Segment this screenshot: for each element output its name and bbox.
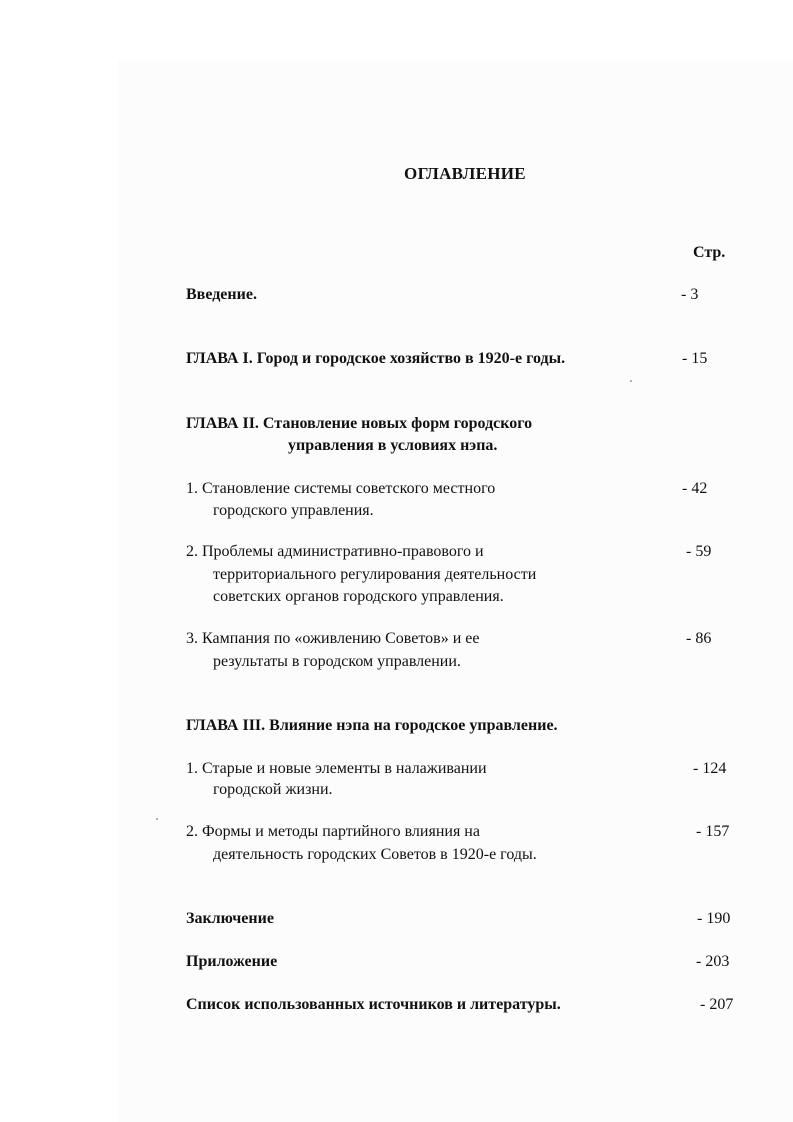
toc-appendix-page: - 203 — [696, 953, 730, 970]
toc-conclusion-page: - 190 — [697, 910, 731, 927]
scan-speck — [156, 818, 158, 820]
toc-intro-page: - 3 — [681, 286, 699, 303]
toc-ch3-sec2-line2: деятельность городских Советов в 1920-е годы. — [213, 846, 537, 863]
toc-ch2-sec1-page: - 42 — [682, 480, 708, 497]
toc-appendix-label: Приложение — [186, 953, 278, 970]
toc-intro-label: Введение. — [186, 286, 257, 303]
toc-ch2-sec2-page: - 59 — [686, 543, 712, 560]
page-column-label: Стр. — [693, 244, 726, 261]
toc-ch2-sec2-line3: советских органов городского управления. — [213, 588, 504, 605]
toc-ch3-sec2-line1: 2. Формы и методы партийного влияния на — [186, 823, 480, 840]
toc-chapter1-page: - 15 — [682, 350, 708, 367]
toc-ch2-sec3-page: - 86 — [686, 630, 712, 647]
toc-ch2-sec2-line1: 2. Проблемы административно-правового и — [186, 543, 484, 560]
toc-ch3-sec1-line1: 1. Старые и новые элементы в налаживании — [186, 760, 487, 777]
toc-ch2-sec3-line1: 3. Кампания по «оживлению Советов» и ее — [186, 630, 480, 647]
toc-ch2-sec3-line2: результаты в городском управлении. — [213, 653, 461, 670]
toc-ch3-sec1-line2: городской жизни. — [213, 781, 333, 798]
toc-ch3-sec2-page: - 157 — [696, 823, 730, 840]
toc-conclusion-label: Заключение — [186, 910, 274, 927]
scan-speck — [630, 380, 632, 382]
toc-chapter2-label-line1: ГЛАВА II. Становление новых форм городского — [186, 415, 533, 432]
toc-chapter1-label: ГЛАВА I. Город и городское хозяйство в 1920-е годы. — [186, 350, 566, 367]
toc-title: ОГЛАВЛЕНИЕ — [404, 164, 526, 183]
toc-chapter2-label-line2: управления в условиях нэпа. — [288, 437, 498, 454]
toc-ch2-sec1-line1: 1. Становление системы советского местного — [186, 480, 496, 497]
toc-references-page: - 207 — [700, 996, 734, 1013]
toc-ch2-sec1-line2: городского управления. — [213, 502, 374, 519]
toc-ch3-sec1-page: - 124 — [693, 760, 727, 777]
toc-ch2-sec2-line2: территориального регулирования деятельности — [213, 566, 537, 583]
toc-chapter3-label: ГЛАВА III. Влияние нэпа на городское управление. — [186, 717, 558, 734]
toc-references-label: Список использованных источников и литературы. — [186, 996, 561, 1013]
